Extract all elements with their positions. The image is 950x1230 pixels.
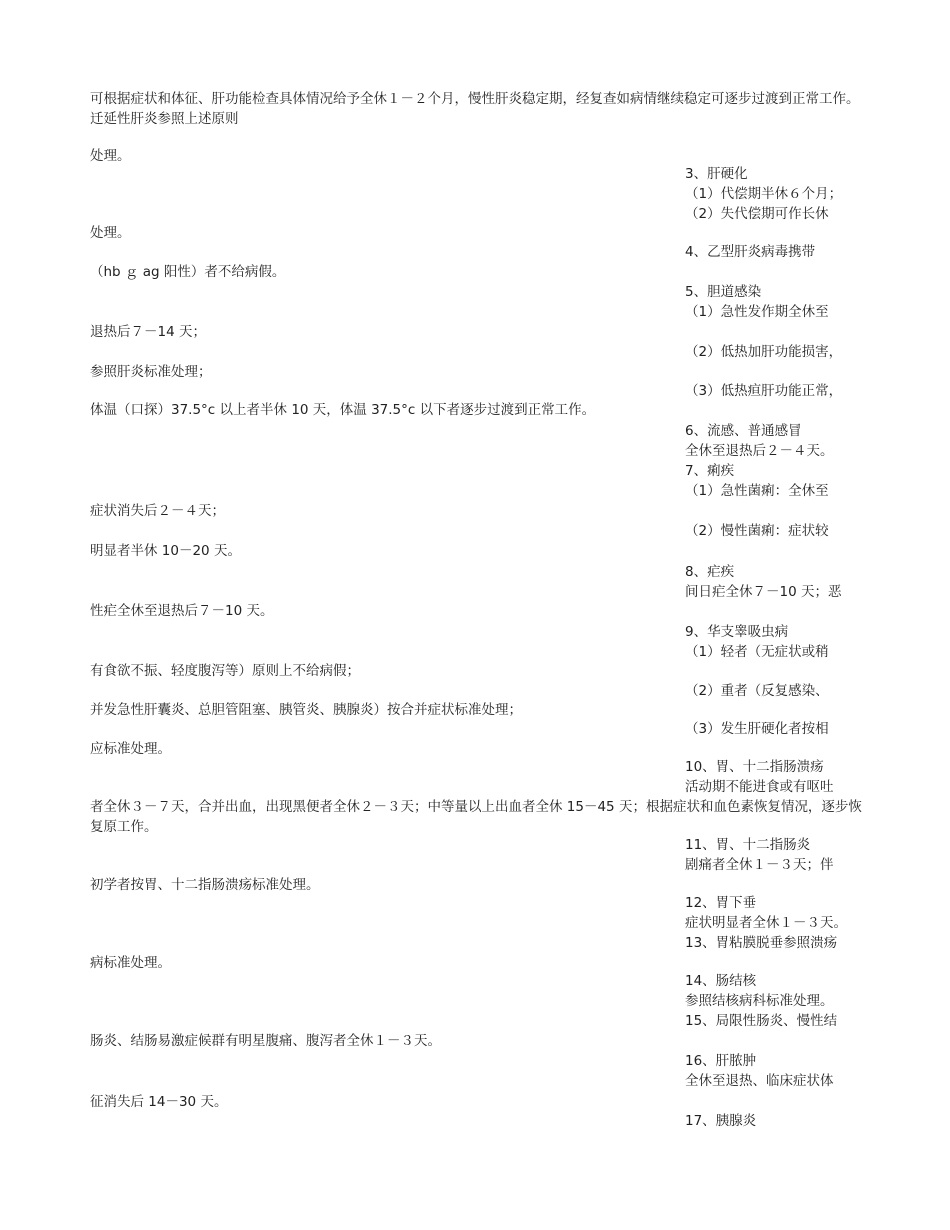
section-heading: 17、胰腺炎 [685,1113,757,1129]
text-line: （3）低热疸肝功能正常， [685,383,843,399]
text-line: （hb ｇ ag 阳性）者不给病假。 [90,264,286,280]
text-line: （1）代偿期半休６个月； [685,186,843,202]
text-line: 处理。 [90,148,131,164]
section-heading: 11、胃、十二指肠炎 [685,837,811,853]
text-line: 肠炎、结肠易激症候群有明星腹痛、腹泻者全休１－３天。 [90,1033,441,1049]
text-line: 退热后７－14 天； [90,324,206,340]
section-heading: 3、肝硬化 [685,166,748,182]
section-heading: 10、胃、十二指肠溃疡 [685,759,824,775]
text-line: 明显者半休 10－20 天。 [90,543,241,559]
text-line: 参照肝炎标准处理； [90,364,212,380]
text-line: （2）重者（反复感染、 [685,683,829,699]
text-line: （2）低热加肝功能损害， [685,344,843,360]
paragraph-liver-rest: 可根据症状和体征、肝功能检查具体情况给予全休１－２个月，慢性肝炎稳定期，经复查如病情继续稳定可逐步过渡到正常工作。迁延性肝炎参照上述原则 [90,91,860,127]
text-line: 征消失后 14－30 天。 [90,1094,228,1110]
text-line: 间日疟全休７－10 天；恶 [685,584,842,600]
text-line: 活动期不能进食或有呕吐 [685,779,834,795]
text-line: 剧痛者全休１－３天；伴 [685,857,834,873]
section-heading: 12、胃下垂 [685,895,757,911]
text-line: 有食欲不振、轻度腹泻等）原则上不给病假； [90,663,360,679]
text-line: （1）急性发作期全休至 [685,304,829,320]
text-line: 全休至退热后２－４天。 [685,443,834,459]
text-line: 初学者按胃、十二指肠溃疡标准处理。 [90,877,320,893]
text-line: （3）发生肝硬化者按相 [685,721,829,737]
text-line: 症状消失后２－４天； [90,503,225,519]
paragraph-ulcer-rest: 者全休３－７天，合并出血，出现黑便者全休２－３天；中等量以上出血者全休 15－45 天；根据症状和血色素恢复情况，逐步恢复原工作。 [90,799,862,835]
section-heading: 14、肠结核 [685,973,757,989]
text-line: （2）慢性菌痢：症状较 [685,523,829,539]
text-line: 病标准处理。 [90,955,171,971]
text-line: 性疟全休至退热后７－10 天。 [90,603,274,619]
section-heading: 5、胆道感染 [685,284,762,300]
section-heading: 7、痢疾 [685,463,735,479]
text-line: （1）轻者（无症状或稍 [685,644,829,660]
section-heading: 6、流感、普通感冒 [685,423,802,439]
text-line: （2）失代偿期可作长休 [685,206,829,222]
text-line: 应标准处理。 [90,741,171,757]
section-heading: 8、疟疾 [685,564,735,580]
section-heading: 13、胃粘膜脱垂参照溃疡 [685,935,838,951]
section-heading: 4、乙型肝炎病毒携带 [685,244,816,260]
text-line: 参照结核病科标准处理。 [685,993,834,1009]
section-heading: 16、肝脓肿 [685,1053,757,1069]
section-heading: 9、华支睾吸虫病 [685,624,789,640]
text-line: 并发急性肝囊炎、总胆管阻塞、胰管炎、胰腺炎）按合并症状标准处理； [90,702,522,718]
text-line: 体温（口探）37.5°c 以上者半休 10 天，体温 37.5°c 以下者逐步过渡到正常工作。 [90,402,596,418]
text-line: （1）急性菌痢：全休至 [685,483,829,499]
text-line: 全休至退热、临床症状体 [685,1073,834,1089]
section-heading: 15、局限性肠炎、慢性结 [685,1013,838,1029]
text-line: 症状明显者全休１－３天。 [685,915,847,931]
text-line: 处理。 [90,225,131,241]
